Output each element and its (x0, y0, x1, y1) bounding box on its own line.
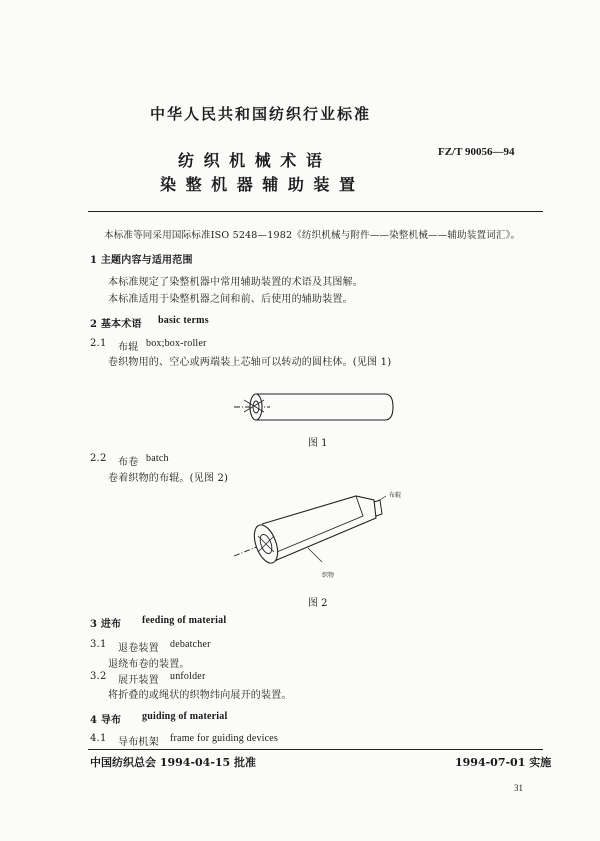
section3-heading: 3 进布 (90, 619, 122, 630)
title-line-2: 染 整 机 器 辅 助 装 置 (160, 175, 357, 194)
standard-org: 中华人民共和国纺织行业标准 (150, 105, 372, 123)
item-4-1-term-cn: 导布机架 (118, 737, 159, 748)
item-3-2-number: 3.2 (90, 671, 107, 682)
item-3-1-number: 3.1 (90, 639, 107, 650)
section4-heading: 4 导布 (90, 715, 122, 726)
figure-2-label-fabric: 织物 (322, 572, 335, 579)
item-2-2-term-en: batch (146, 453, 169, 464)
header-rule (88, 211, 543, 212)
section1-paragraph-2: 本标准适用于染整机器之间和前、后使用的辅助装置。 (108, 294, 353, 305)
item-2-2-number: 2.2 (90, 453, 107, 464)
intro-text: 本标准等同采用国际标准ISO 5248—1982《纺织机械与附件——染整机械——辅助装置词汇》。 (104, 230, 521, 241)
approval-date: 中国纺织总会 1994-04-15 批准 (90, 756, 257, 769)
item-3-1-term-cn: 退卷装置 (118, 643, 159, 654)
section2-heading-en: basic terms (158, 315, 209, 326)
title-line-1: 纺 织 机 械 术 语 (178, 151, 324, 170)
section1-paragraph-1: 本标准规定了染整机器中常用辅助装置的术语及其图解。 (108, 277, 363, 288)
item-3-2-description: 将折叠的或绳状的织物纬向展开的装置。 (108, 690, 292, 701)
item-4-1-term-en: frame for guiding devices (170, 733, 279, 744)
section4-heading-en: guiding of material (142, 711, 228, 722)
item-3-2-term-en: unfolder (170, 671, 206, 682)
item-2-2-description: 卷着织物的布辊。(见图 2) (108, 473, 229, 484)
section3-heading-en: feeding of material (142, 615, 227, 626)
item-2-1-term-en: box;box-roller (146, 338, 207, 349)
standard-code: FZ/T 90056—94 (438, 146, 515, 158)
item-2-1-term-cn: 布辊 (118, 342, 139, 353)
item-3-1-term-en: debatcher (170, 639, 211, 650)
figure-1-caption: 图 1 (308, 438, 328, 449)
section1-heading: 1 主题内容与适用范围 (90, 255, 193, 266)
item-2-1-description: 卷织物用的、空心或两端装上芯轴可以转动的圆柱体。(见图 1) (108, 357, 392, 368)
item-2-1-number: 2.1 (90, 338, 107, 349)
item-2-2-term-cn: 布卷 (118, 457, 139, 468)
figure-2-caption: 图 2 (308, 598, 328, 609)
figure-2-batch (228, 488, 408, 580)
footer-rule (88, 749, 543, 750)
section2-heading: 2 基本术语 (90, 319, 142, 330)
item-4-1-number: 4.1 (90, 733, 107, 744)
item-3-1-description: 退绕布卷的装置。 (108, 659, 190, 670)
figure-1-box-roller (230, 388, 400, 428)
effective-date: 1994-07-01 实施 (455, 756, 552, 769)
page-number: 31 (514, 783, 523, 793)
figure-2-label-roller: 布辊 (389, 492, 402, 499)
item-3-2-term-cn: 展开装置 (118, 675, 159, 686)
